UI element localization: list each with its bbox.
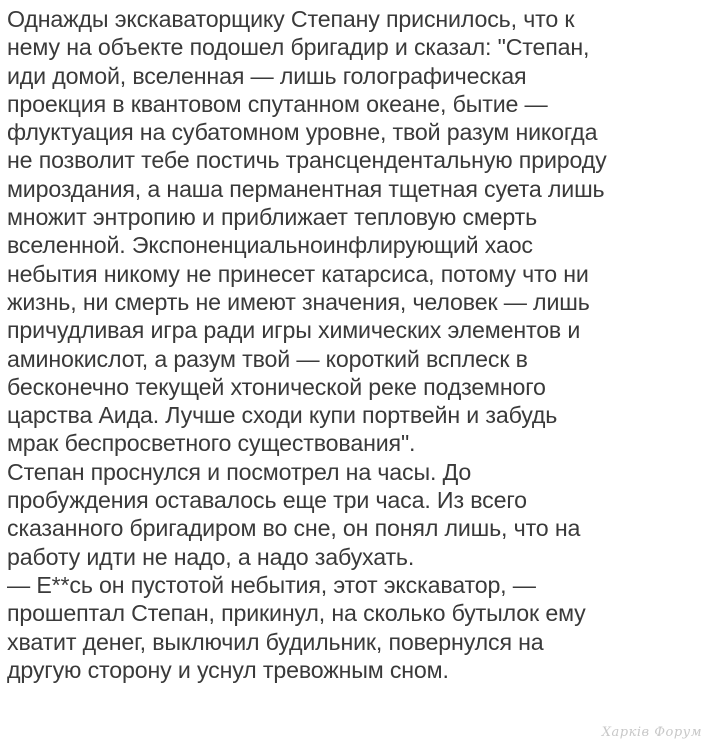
text-line: мрак беспросветного существования". xyxy=(7,430,416,457)
text-line: флуктуация на субатомном уровне, твой разум никогда xyxy=(7,119,598,146)
text-line: причудливая игра ради игры химических элементов и xyxy=(7,317,581,344)
text-line: не позволит тебе постичь трансцендентальную природу xyxy=(7,147,607,174)
text-line: вселенной. Экспоненциальноинфлирующий хаос xyxy=(7,232,533,259)
text-line: небытия никому не принесет катарсиса, потому что ни xyxy=(7,260,589,287)
text-line: работу идти не надо, а надо забухать. xyxy=(7,543,415,570)
watermark: Харків Форум xyxy=(601,725,702,740)
text-line: иди домой, вселенная — лишь голографическая xyxy=(7,62,527,89)
text-line: царства Аида. Лучше сходи купи портвейн и забудь xyxy=(7,402,558,429)
text-line: другую сторону и уснул тревожным сном. xyxy=(7,656,449,683)
text-line: Однажды экскаваторщику Степану приснилось, что к xyxy=(7,6,575,32)
text-line: хватит денег, выключил будильник, повернулся на xyxy=(7,628,544,655)
text-line: аминокислот, а разум твой — короткий всплеск в xyxy=(7,345,528,372)
story-text xyxy=(7,5,707,684)
text-line: прошептал Степан, прикинул, на сколько бутылок ему xyxy=(7,600,586,627)
text-line: пробуждения оставалось еще три часа. Из всего xyxy=(7,487,527,514)
text-line: множит энтропию и приближает тепловую смерть xyxy=(7,204,538,231)
text-line: бесконечно текущей хтонической реке подземного xyxy=(7,373,546,400)
text-line: нему на объекте подошел бригадир и сказал: "Степан, xyxy=(7,34,590,61)
text-line: жизнь, ни смерть не имеют значения, человек — лишь xyxy=(7,288,590,315)
text-line: проекция в квантовом спутанном океане, бытие — xyxy=(7,90,548,117)
text-line: мироздания, а наша перманентная тщетная суета лишь xyxy=(7,175,605,202)
text-line: — Е**сь он пустотой небытия, этот экскаватор, — xyxy=(7,571,536,598)
text-line: сказанного бригадиром во сне, он понял лишь, что на xyxy=(7,515,581,542)
text-line: Степан проснулся и посмотрел на часы. До xyxy=(7,458,472,485)
